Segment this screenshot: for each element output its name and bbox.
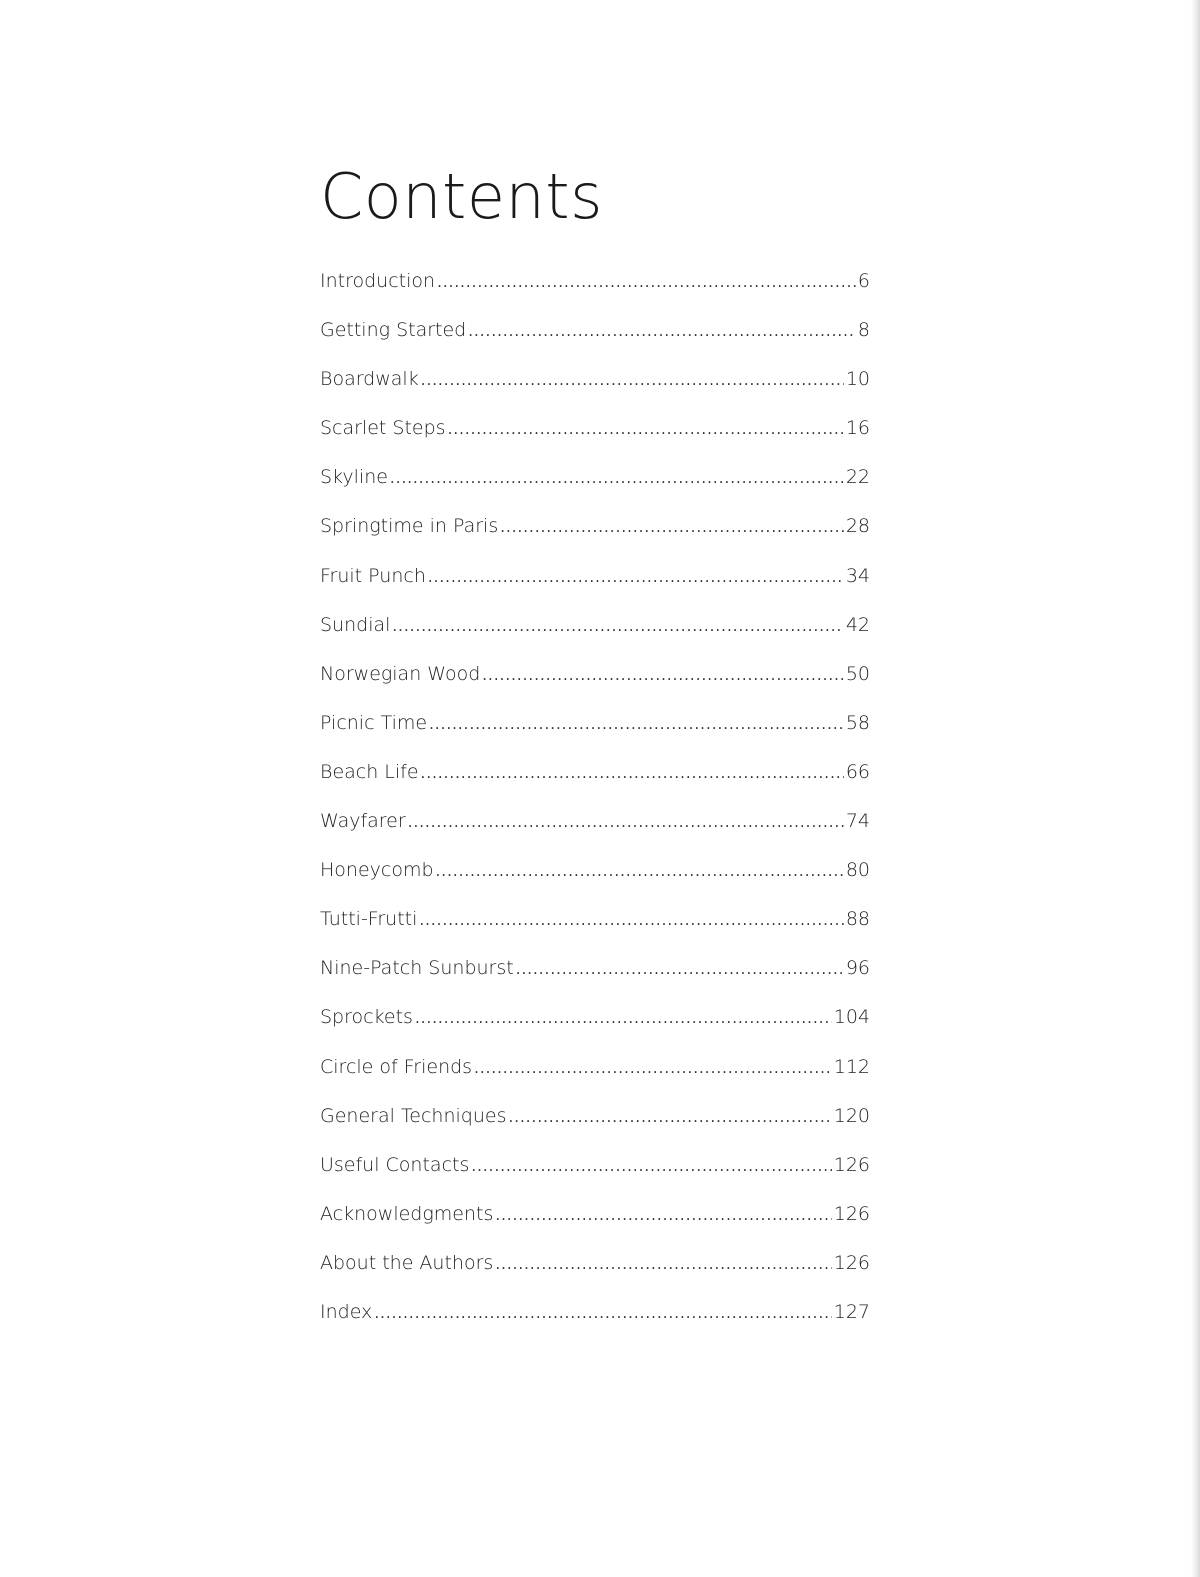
toc-leader-dots [421, 749, 844, 798]
toc-entry-page: 10 [845, 368, 870, 391]
toc-entry-title: Skyline [320, 466, 388, 489]
toc-entry[interactable] [320, 1288, 870, 1337]
toc-leader-dots [508, 1093, 831, 1142]
toc-leader-dots [500, 503, 844, 552]
toc-entry[interactable] [320, 944, 870, 993]
toc-entry[interactable] [320, 306, 870, 355]
toc-leader-dots [415, 994, 832, 1043]
toc-entry[interactable] [320, 502, 870, 551]
toc-entry[interactable] [320, 748, 870, 797]
toc-entry-page: 58 [845, 711, 870, 734]
toc-entry-page: 126 [833, 1153, 870, 1176]
toc-entry-title: Acknowledgments [320, 1202, 494, 1225]
toc-entry-title: Introduction [320, 270, 436, 292]
toc-leader-dots [448, 405, 844, 454]
toc-entry-page: 42 [845, 613, 870, 636]
toc-entry-page: 104 [833, 1006, 870, 1029]
toc-entry[interactable] [320, 699, 870, 748]
toc-entry[interactable] [320, 453, 870, 502]
toc-entry-title: Honeycomb [320, 859, 434, 882]
toc-leader-dots [421, 356, 844, 405]
toc-entry[interactable] [320, 846, 870, 895]
toc-entry-page: 22 [845, 466, 870, 489]
toc-entry-page: 66 [845, 760, 870, 783]
toc-entry-title: Tutti-Frutti [320, 908, 418, 931]
toc-entry-page: 80 [845, 859, 870, 882]
toc-entry-page: 126 [833, 1251, 870, 1274]
toc-leader-dots [495, 1240, 831, 1289]
toc-entry-title: Getting Started [320, 319, 467, 342]
toc-leader-dots [516, 945, 844, 994]
toc-entry-title: Wayfarer [320, 810, 406, 833]
toc-leader-dots [468, 307, 856, 356]
toc-leader-dots [408, 798, 844, 847]
toc-entry[interactable] [320, 797, 870, 846]
toc-entry-page: 127 [833, 1300, 870, 1323]
toc-entry-title: Sprockets [320, 1006, 413, 1029]
toc-entry[interactable] [320, 257, 870, 306]
toc-entry-title: Circle of Friends [320, 1055, 473, 1078]
toc-leader-dots [390, 454, 844, 503]
toc-entry-page: 112 [833, 1055, 870, 1078]
toc-entry-title: Scarlet Steps [320, 417, 446, 440]
toc-entry-title: Index [320, 1300, 373, 1323]
toc-entry-page: 126 [833, 1202, 870, 1225]
toc-leader-dots [437, 258, 856, 307]
toc-entry[interactable] [320, 1141, 870, 1190]
toc-entry-title: General Techniques [320, 1104, 507, 1127]
toc-entry-page: 8 [857, 319, 870, 342]
toc-entry-title: Norwegian Wood [320, 662, 481, 685]
toc-leader-dots [495, 1191, 831, 1240]
toc-entry-title: Sundial [320, 613, 391, 636]
toc-leader-dots [429, 700, 844, 749]
toc-entry-page: 6 [857, 270, 870, 292]
toc-entry-title: About the Authors [320, 1251, 494, 1274]
toc-list [320, 257, 870, 1337]
toc-entry-page: 120 [833, 1104, 870, 1127]
toc-entry-title: Boardwalk [320, 368, 419, 391]
toc-entry-page: 50 [845, 662, 870, 685]
toc-entry[interactable] [320, 1043, 870, 1092]
toc-entry-title: Fruit Punch [320, 564, 426, 587]
toc-leader-dots [419, 896, 843, 945]
toc-entry-title: Beach Life [320, 760, 419, 783]
toc-entry-page: 74 [845, 810, 870, 833]
toc-entry[interactable] [320, 1092, 870, 1141]
toc-leader-dots [471, 1142, 831, 1191]
toc-leader-dots [474, 1044, 832, 1093]
toc-leader-dots [392, 602, 843, 651]
toc-entry-page: 88 [845, 908, 870, 931]
toc-leader-dots [374, 1289, 831, 1338]
toc-entry-page: 16 [845, 417, 870, 440]
table-of-contents [320, 160, 870, 1323]
toc-entry[interactable] [320, 404, 870, 453]
toc-entry-title: Useful Contacts [320, 1153, 470, 1176]
toc-leader-dots [482, 651, 844, 700]
toc-entry[interactable] [320, 601, 870, 650]
toc-entry-title: Picnic Time [320, 711, 428, 734]
page-title: Contents [320, 160, 603, 233]
toc-entry[interactable] [320, 993, 870, 1042]
toc-entry[interactable] [320, 1239, 870, 1288]
toc-leader-dots [436, 847, 844, 896]
toc-entry-page: 96 [845, 957, 870, 980]
toc-entry-page: 28 [845, 515, 870, 538]
toc-entry-title: Springtime in Paris [320, 515, 499, 538]
toc-entry[interactable] [320, 355, 870, 404]
toc-entry-title: Nine-Patch Sunburst [320, 957, 514, 980]
toc-entry[interactable] [320, 1190, 870, 1239]
toc-entry[interactable] [320, 552, 870, 601]
toc-entry[interactable] [320, 650, 870, 699]
toc-entry[interactable] [320, 895, 870, 944]
page-edge-shadow [1191, 0, 1200, 1577]
toc-leader-dots [428, 553, 844, 602]
toc-entry-page: 34 [845, 564, 870, 587]
